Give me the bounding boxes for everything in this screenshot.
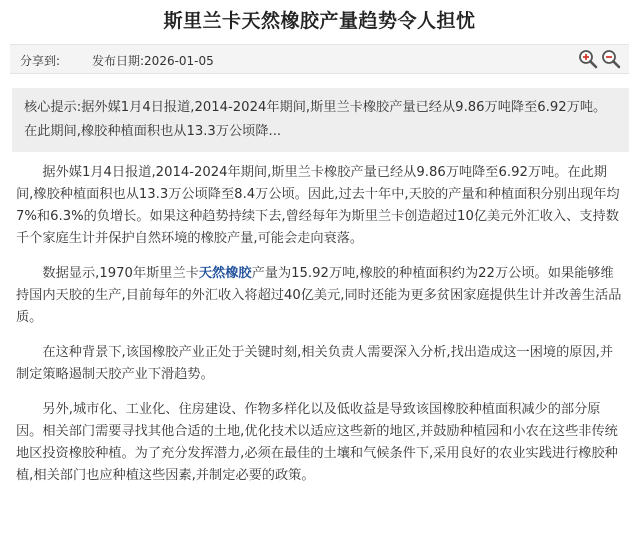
body-paragraph-2 <box>16 263 623 329</box>
zoom-out-icon[interactable] <box>601 49 621 69</box>
article-body <box>16 162 623 500</box>
zoom-in-icon[interactable] <box>578 49 598 69</box>
page-title: 斯里兰卡天然橡胶产量趋势令人担忧 <box>163 10 476 32</box>
core-summary: 核心提示:据外媒1月4日报道,2014-2024年期间,斯里兰卡橡胶产量已经从9.86万吨降至6.92万吨。在此期间,橡胶种植面积也从13.3万公顷降... <box>12 88 629 152</box>
keyword-link-natural-rubber[interactable]: 天然橡胶 <box>198 266 252 281</box>
p2-text-before: 数据显示,1970年斯里兰卡 <box>42 266 199 281</box>
body-paragraph-1: 据外媒1月4日报道,2014-2024年期间,斯里兰卡橡胶产量已经从9.86万吨降至6.92万吨。在此期间,橡胶种植面积也从13.3万公顷降至8.4万公顷。因此,过去十年中,天胶的产量和种植面积分别出现年均7%和6.3%的负增长。如果这种趋势持续下去,曾经每年为斯里兰卡创造超过10亿美元外汇收入、支持数千个家庭生计并保护自然环境的橡胶产量,可能会走向衰落。 <box>16 165 620 246</box>
publish-date: 发布日期:2026-01-05 <box>92 54 214 68</box>
meta-bar <box>10 44 629 74</box>
body-paragraph-3: 在这种背景下,该国橡胶产业正处于关键时刻,相关负责人需要深入分析,找出造成这一困境的原因,并制定策略遏制天胶产业下滑趋势。 <box>16 345 614 382</box>
body-paragraph-4: 另外,城市化、工业化、住房建设、作物多样化以及低收益是导致该国橡胶种植面积减少的部分原因。相关部门需要寻找其他合适的土地,优化技术以适应这些新的地区,并鼓励种植园和小农在这些非传统地区投资橡胶种植。为了充分发挥潜力,必须在最佳的土壤和气候条件下,采用良好的农业实践进行橡胶种植,相关部门也应种植这些因素,并制定必要的政策。 <box>16 402 618 483</box>
p2-text-after: 产量为15.92万吨,橡胶的种植面积约为22万公顷。如果能够维持国内天胶的生产,目前每年的外汇收入将超过40亿美元,同时还能为更多贫困家庭提供生计并改善生活品质。 <box>16 266 622 325</box>
share-label[interactable]: 分享到: <box>20 54 61 68</box>
